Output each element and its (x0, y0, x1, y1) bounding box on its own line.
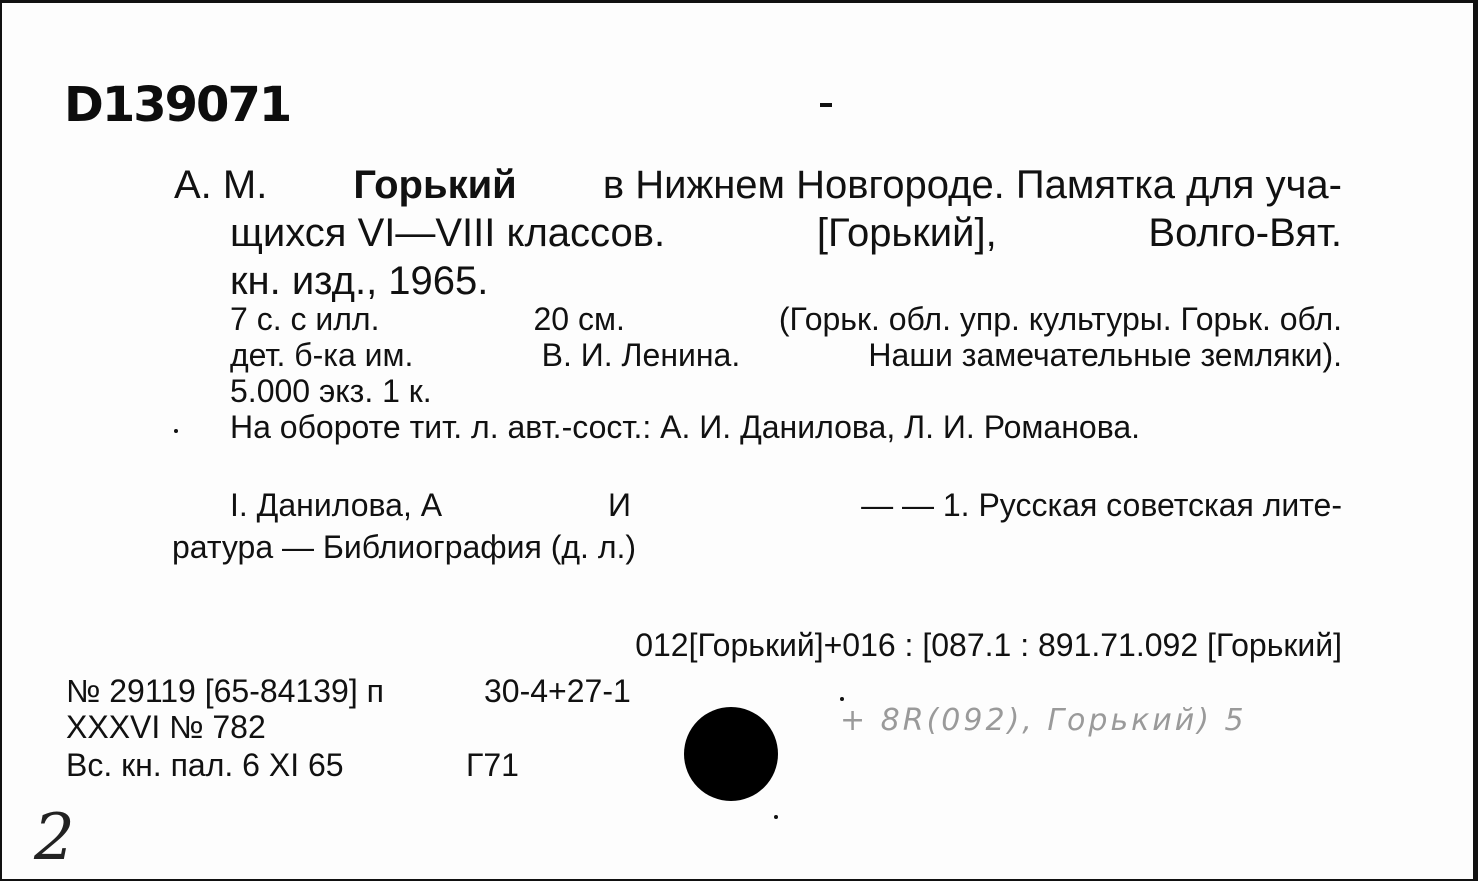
tracing-author: I. Данилова, А (230, 487, 443, 523)
author-initials: А. М. (174, 163, 268, 207)
publisher: Волго-Вят. (1148, 211, 1342, 255)
title-text-cont: щихся VI—VIII классов. (230, 211, 666, 255)
tracings-line-1 (230, 487, 1342, 524)
pages-illustrations: 7 с. с илл. (230, 301, 380, 337)
handwritten-number: 2 (34, 801, 75, 875)
library-name: дет. б-ка им. (230, 337, 414, 373)
tracing-subject: — — 1. Русская советская лите- (861, 487, 1342, 523)
library-name-cont: В. И. Ленина. (541, 337, 741, 373)
tracings-line-2: ратура — Библиография (д. л.) (172, 529, 637, 565)
record-number: № 29119 [65-84139] п (66, 673, 384, 709)
chamber-number: XXXVI № 782 (66, 709, 266, 745)
ink-dot (774, 815, 778, 819)
stamp-number: D139071 (64, 77, 291, 133)
series-statement: (Горьк. обл. упр. культуры. Горьк. обл. (778, 301, 1342, 337)
title-text: в Нижнем Новгороде. Памятка для уча- (602, 163, 1342, 207)
author-mark: Г71 (466, 747, 519, 783)
ink-mark (820, 103, 832, 107)
compilers-note: На обороте тит. л. авт.-сост.: А. И. Данилова, Л. И. Романова. (230, 409, 1141, 445)
classification-code: 012[Горький]+016 : [087.1 : 891.71.092 [Горький] (635, 627, 1342, 663)
tracing-initial: И (608, 487, 631, 523)
description-line-2 (230, 337, 1342, 374)
publication-place: [Горький], (816, 211, 997, 255)
author-surname: Горький (353, 163, 517, 207)
punched-hole (684, 707, 778, 801)
faint-pencil-annotation: + 8R(092), Горький) 5 (840, 703, 1247, 738)
ink-dot (174, 429, 178, 433)
title-line-2 (230, 211, 1342, 256)
title-line-3: кн. изд., 1965. (230, 259, 489, 303)
size: 20 см. (533, 301, 625, 337)
description-line-1 (230, 301, 1342, 338)
series-title: Наши замечательные земляки). (868, 337, 1342, 373)
title-line-1 (174, 163, 1342, 208)
ink-dot (840, 697, 844, 701)
registration-date: Вс. кн. пал. 6 XI 65 (66, 747, 344, 783)
price-code: 30-4+27-1 (484, 673, 631, 709)
print-run: 5.000 экз. 1 к. (230, 373, 432, 409)
